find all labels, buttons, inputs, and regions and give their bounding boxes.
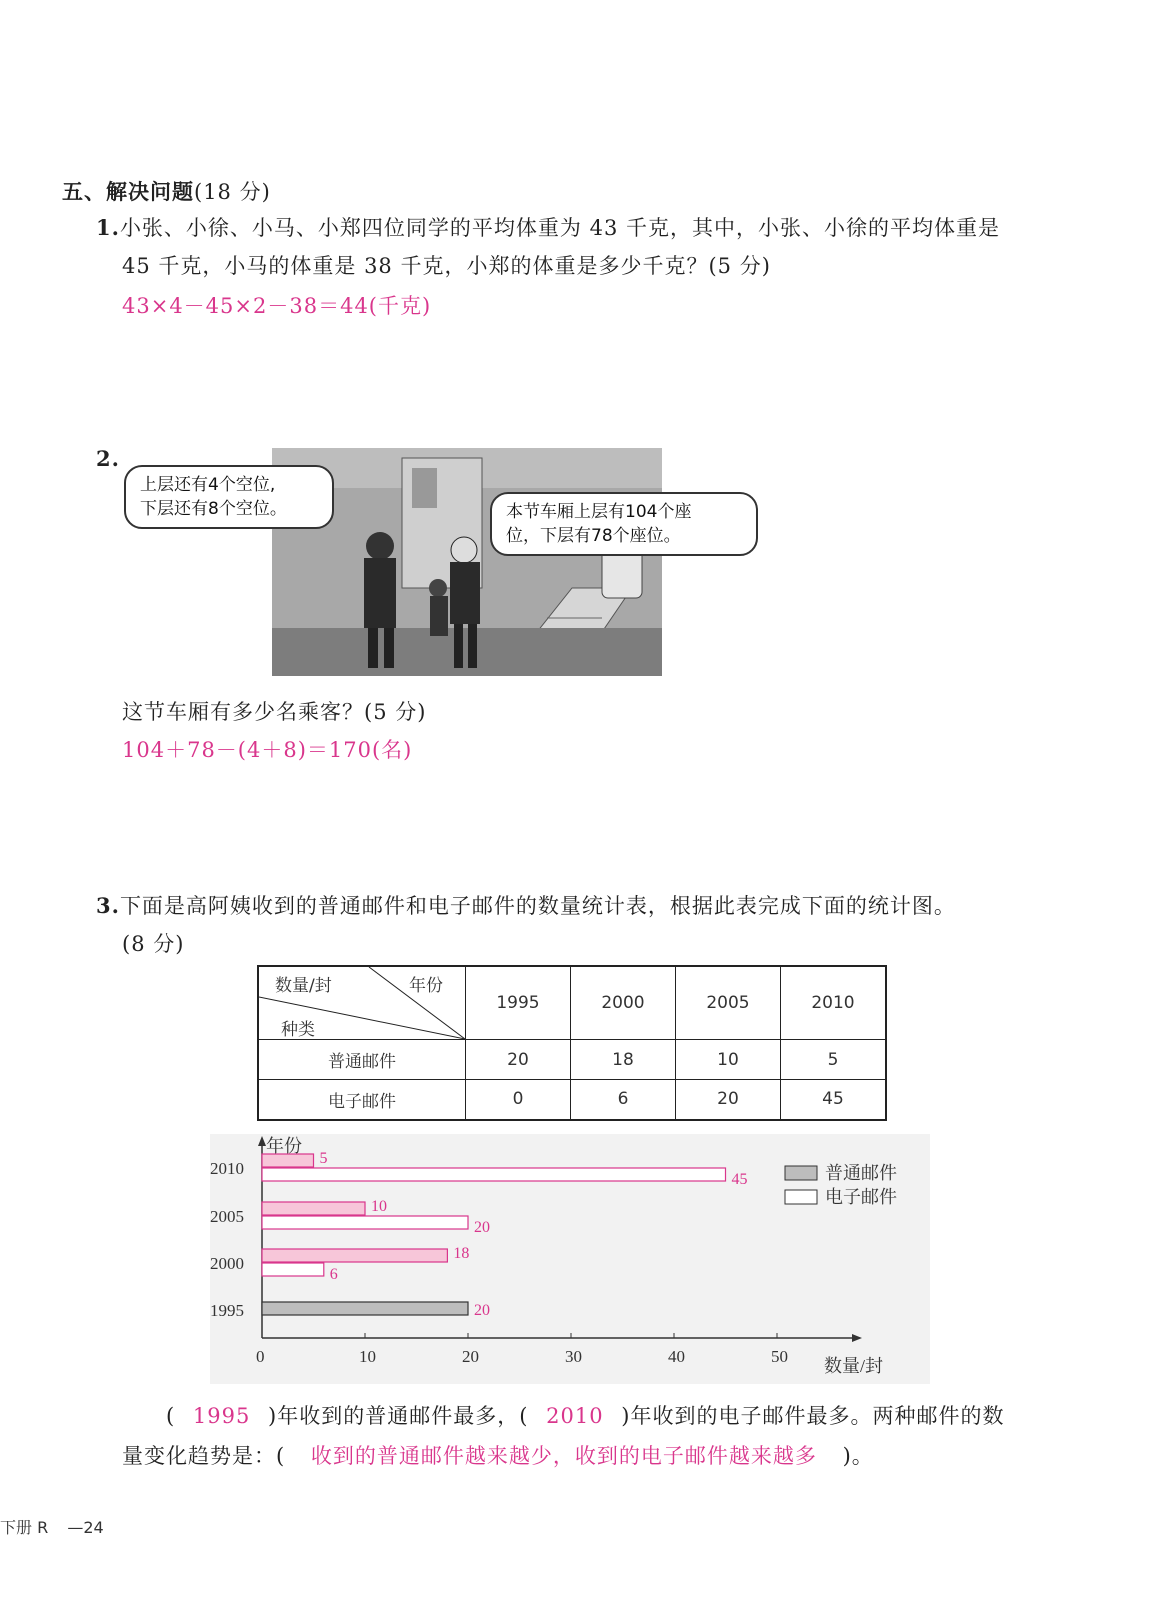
bar-value-label: 45 [731, 1171, 748, 1188]
bar-ordinary-mail [262, 1249, 447, 1262]
page-number: —24 [67, 1518, 104, 1537]
legend-swatch-email [785, 1190, 817, 1204]
x-tick-label: 20 [462, 1347, 479, 1366]
table-cell: 20 [676, 1080, 781, 1120]
table-year-header: 2000 [571, 966, 676, 1040]
y-axis-arrow [258, 1136, 266, 1146]
bar-ordinary-mail [262, 1202, 365, 1215]
table-cell: 45 [781, 1080, 887, 1120]
q3-text-line1: 下面是高阿姨收到的普通邮件和电子邮件的数量统计表，根据此表完成下面的统计图。 [119, 894, 956, 918]
speech-bubble-right [490, 492, 758, 556]
table-row-label: 电子邮件 [258, 1080, 466, 1120]
x-tick-label: 0 [256, 1347, 265, 1366]
q1-answer: 43×4－45×2－38＝44(千克) [122, 294, 432, 318]
q3-number: 3. [96, 893, 120, 918]
section-score: (18 分) [194, 180, 271, 204]
corner-year-label: 年份 [409, 976, 443, 996]
table-row-label: 普通邮件 [258, 1040, 466, 1080]
q3-line1 [96, 890, 956, 920]
q3-text-line2: (8 分) [122, 932, 185, 956]
fill-answer-3: 收到的普通邮件越来越少，收到的电子邮件越来越多 [310, 1444, 817, 1468]
table-cell: 10 [676, 1040, 781, 1080]
bar-email [262, 1216, 468, 1229]
y-tick-label: 2010 [210, 1159, 244, 1178]
table-cell: 0 [466, 1080, 571, 1120]
speech-bubble-left [124, 465, 334, 529]
bar-value-label: 10 [371, 1198, 387, 1215]
fill-text-mid1: )年收到的普通邮件最多，( [268, 1404, 529, 1428]
corner-quantity-label: 数量/封 [275, 976, 332, 996]
bar-value-label: 20 [474, 1302, 490, 1319]
table-year-header: 2005 [676, 966, 781, 1040]
legend-label-email: 电子邮件 [825, 1187, 897, 1207]
q1-line1 [96, 212, 1000, 242]
y-axis-title: 年份 [266, 1136, 302, 1156]
table-year-header: 2010 [781, 966, 887, 1040]
x-tick-label: 30 [565, 1347, 582, 1366]
y-tick-label: 1995 [210, 1301, 244, 1320]
x-tick-label: 10 [359, 1347, 376, 1366]
y-tick-label: 2000 [210, 1254, 244, 1273]
footer-label: 下册 R [0, 1518, 49, 1537]
bar-value-label: 6 [329, 1266, 338, 1283]
bar-email [262, 1263, 324, 1276]
legend-swatch-ordinary [785, 1166, 817, 1180]
bar-value-label: 18 [453, 1245, 470, 1262]
table-row [258, 1040, 886, 1080]
bar-value-label: 20 [474, 1219, 490, 1236]
q3-fill-line2 [122, 1440, 874, 1470]
q3-fill-line1 [166, 1400, 1004, 1430]
bubble-right-line2: 位，下层有78个座位。 [506, 526, 681, 546]
q1-number: 1. [96, 215, 120, 240]
fill-answer-2: 2010 [546, 1404, 604, 1428]
table-cell: 20 [466, 1040, 571, 1080]
q1-text-line1: 小张、小徐、小马、小郑四位同学的平均体重为 43 千克，其中，小张、小徐的平均体重是 [119, 216, 1001, 240]
bar-email [262, 1168, 726, 1181]
y-tick-label: 2005 [210, 1207, 244, 1226]
fill-paren-open: ( [166, 1404, 176, 1428]
fill-line2-suffix: )。 [842, 1444, 874, 1468]
legend-label-ordinary: 普通邮件 [825, 1163, 897, 1183]
x-axis-arrow [852, 1334, 862, 1342]
q2-number: 2. [96, 446, 120, 471]
bubble-left-line1: 上层还有4个空位, [140, 475, 276, 495]
fill-answer-1: 1995 [192, 1404, 251, 1428]
bar-value-label: 5 [319, 1150, 328, 1167]
section-header [62, 176, 271, 206]
page-footer [0, 1515, 104, 1538]
x-tick-label: 40 [668, 1347, 685, 1366]
q1-text-line2: 45 千克，小马的体重是 38 千克，小郑的体重是多少千克？(5 分) [122, 254, 771, 278]
bubble-right-line1: 本节车厢上层有104个座 [506, 502, 692, 522]
section-title: 五、解决问题 [62, 179, 194, 204]
table-cell: 18 [571, 1040, 676, 1080]
x-tick-label: 50 [771, 1347, 788, 1366]
fill-text-mid2: )年收到的电子邮件最多。两种邮件的数 [621, 1404, 1005, 1428]
chart-svg [210, 1134, 930, 1384]
q2-question: 这节车厢有多少名乘客？(5 分) [122, 700, 427, 724]
mail-stat-table [257, 965, 887, 1121]
table-year-header: 1995 [466, 966, 571, 1040]
table-corner-cell [258, 966, 466, 1040]
corner-type-label: 种类 [281, 1020, 315, 1040]
mail-bar-chart [210, 1134, 930, 1384]
bar-ordinary-mail [262, 1302, 468, 1315]
x-axis-title: 数量/封 [824, 1356, 884, 1376]
table-cell: 5 [781, 1040, 887, 1080]
q2-answer: 104＋78－(4＋8)＝170(名) [122, 738, 413, 762]
table-cell: 6 [571, 1080, 676, 1120]
bubble-left-line2: 下层还有8个空位。 [140, 499, 287, 519]
table-row [258, 1080, 886, 1120]
fill-line2-prefix: 量变化趋势是：( [122, 1444, 286, 1468]
